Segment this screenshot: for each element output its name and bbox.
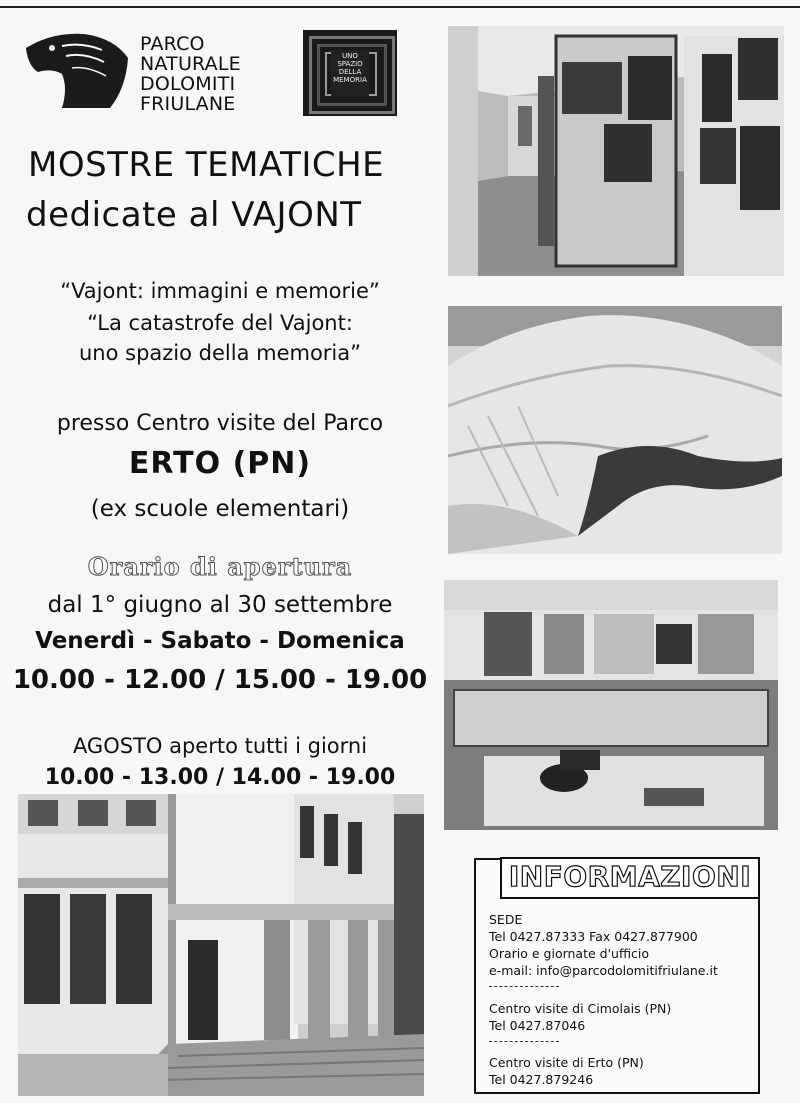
park-name-line: FRIULANE [140, 93, 236, 115]
cimolais-center-name: Centro visite di Cimolais (PN) [489, 1001, 672, 1016]
hours-heading: Orario di apertura [87, 552, 353, 581]
hours-times: 10.00 - 12.00 / 15.00 - 19.00 [12, 665, 428, 695]
badge-line: UNO [342, 52, 358, 60]
august-times: 10.00 - 13.00 / 14.00 - 19.00 [44, 765, 396, 790]
divider [489, 986, 559, 987]
cimolais-center-phone: Tel 0427.87046 [489, 1018, 586, 1033]
location-town: ERTO (PN) [128, 446, 312, 481]
exhibition-hall-photo [448, 26, 784, 276]
exhibition-room-photo [444, 580, 778, 830]
main-title-line2: dedicate al VAJONT [26, 195, 362, 235]
park-name-line: NATURALE [140, 53, 241, 75]
visitor-center-building-photo [18, 794, 424, 1096]
info-title: INFORMAZIONI [500, 857, 760, 899]
hours-period: dal 1° giugno al 30 settembre [47, 592, 393, 618]
location-intro: presso Centro visite del Parco [56, 411, 384, 436]
park-name-line: PARCO [140, 33, 205, 55]
park-name-line: DOLOMITI [140, 73, 236, 95]
memoria-badge-text [331, 50, 369, 96]
memoria-badge [303, 30, 397, 116]
sede-email: e-mail: info@parcodolomitifriulane.it [489, 963, 718, 978]
exhibition-title-1: “Vajont: immagini e memorie” [60, 279, 380, 303]
erto-center-phone: Tel 0427.879246 [489, 1072, 594, 1087]
badge-line: SPAZIO [337, 60, 363, 68]
badge-line: DELLA [338, 68, 362, 76]
august-days: AGOSTO aperto tutti i giorni [72, 734, 368, 758]
sede-office-hours: Orario e giornate d'ufficio [489, 946, 650, 961]
erto-center-name: Centro visite di Erto (PN) [489, 1055, 644, 1070]
eagle-logo-icon [22, 28, 132, 112]
park-name [140, 34, 241, 114]
main-title-line1: MOSTRE TEMATICHE [28, 145, 385, 185]
exhibition-title-2: “La catastrofe del Vajont: [87, 311, 353, 335]
exhibition-title-2-cont: uno spazio della memoria” [78, 341, 362, 365]
terrain-model-photo [448, 306, 782, 554]
badge-line: MEMORIA [333, 76, 367, 84]
divider [489, 1041, 559, 1042]
sede-phone: Tel 0427.87333 Fax 0427.877900 [489, 929, 698, 944]
hours-days: Venerdì - Sabato - Domenica [35, 628, 405, 654]
location-note: (ex scuole elementari) [90, 496, 350, 522]
top-rule [0, 6, 800, 8]
sede-label: SEDE [489, 912, 523, 927]
